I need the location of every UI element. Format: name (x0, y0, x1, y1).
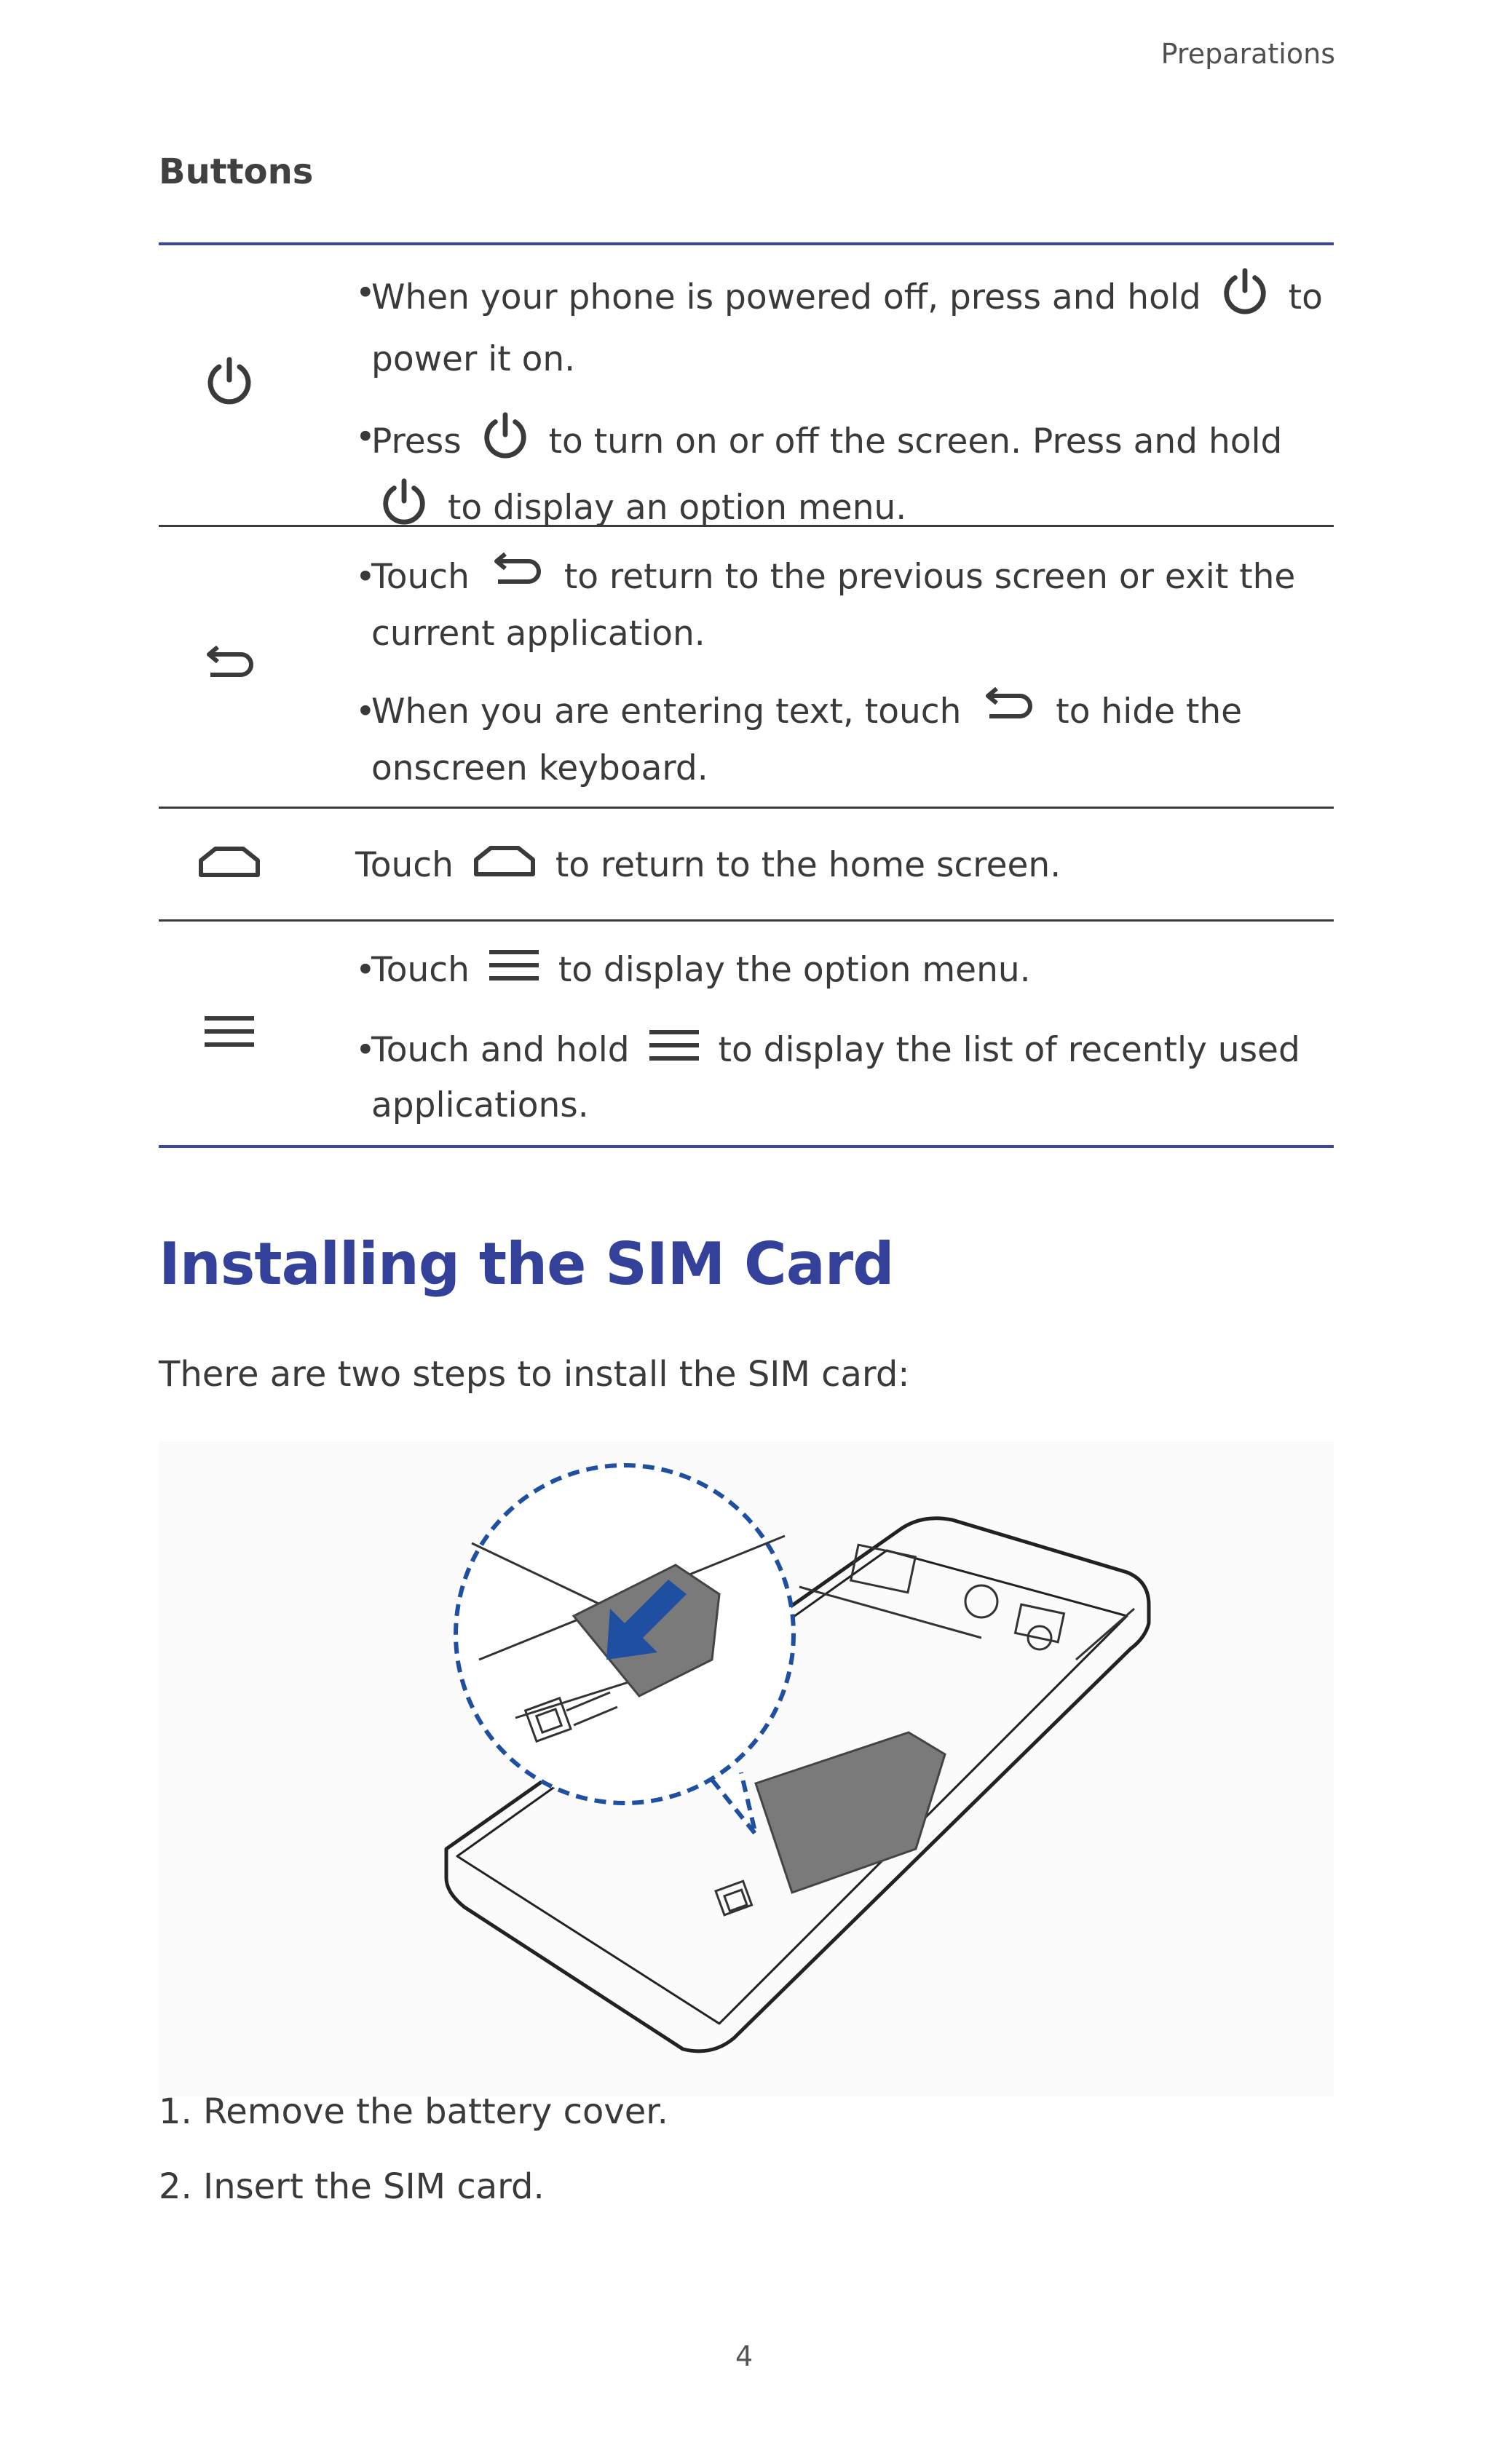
list-item (355, 943, 1331, 999)
bullet-text: to hide the onscreen keyboard. (371, 692, 1243, 788)
step-item: 1. Remove the battery cover. (159, 2091, 668, 2132)
power-icon (379, 477, 430, 543)
menu-icon (488, 946, 540, 999)
table-row-divider (159, 807, 1334, 809)
power-icon (1219, 266, 1270, 333)
list-item (355, 685, 1331, 795)
bullet-text: to display the option menu. (558, 950, 1031, 990)
bullet-text: to turn on or off the screen. Press and hold (548, 421, 1283, 461)
bullet-text: to power it on. (371, 277, 1323, 379)
table-row-divider (159, 919, 1334, 922)
step-item: 2. Insert the SIM card. (159, 2166, 545, 2207)
row-text: Touch (355, 845, 454, 885)
home-icon (197, 844, 262, 879)
sim-section-title: Installing the SIM Card (159, 1230, 894, 1298)
table-top-rule (159, 242, 1334, 245)
power-icon (480, 411, 531, 477)
menu-icon (648, 1026, 700, 1079)
list-item (355, 1023, 1331, 1132)
menu-row-text (355, 943, 1331, 1132)
bullet-text: Press (371, 421, 462, 461)
row-text: to return to the home screen. (555, 845, 1061, 885)
bullet-text: Touch (371, 557, 470, 597)
back-icon (197, 644, 262, 685)
bullet-text: to return to the previous screen or exit the current application. (371, 557, 1296, 654)
back-row-text (355, 550, 1331, 795)
back-icon (979, 686, 1037, 742)
bullet-text: to display an option menu. (447, 488, 907, 528)
bullet-text: to display the list of recently used applications. (371, 1030, 1300, 1125)
home-icon (472, 841, 537, 894)
list-item (355, 266, 1331, 386)
home-row-text (355, 839, 1331, 894)
power-icon (197, 355, 262, 408)
page-number: 4 (735, 2340, 754, 2372)
menu-icon (197, 1013, 262, 1050)
list-item (355, 550, 1331, 660)
bullet-text: Touch and hold (371, 1030, 630, 1070)
buttons-title: Buttons (159, 151, 314, 192)
table-bottom-rule (159, 1145, 1334, 1148)
bullet-text: When you are entering text, touch (371, 692, 962, 732)
sim-install-illustration (159, 1441, 1334, 2096)
running-header: Preparations (1160, 38, 1335, 70)
bullet-text: Touch (371, 950, 470, 990)
back-icon (488, 551, 546, 607)
bullet-text: When your phone is powered off, press and hold (371, 277, 1201, 317)
sim-intro-text: There are two steps to install the SIM card: (159, 1354, 910, 1395)
power-row-text (355, 266, 1331, 543)
list-item (355, 411, 1331, 543)
